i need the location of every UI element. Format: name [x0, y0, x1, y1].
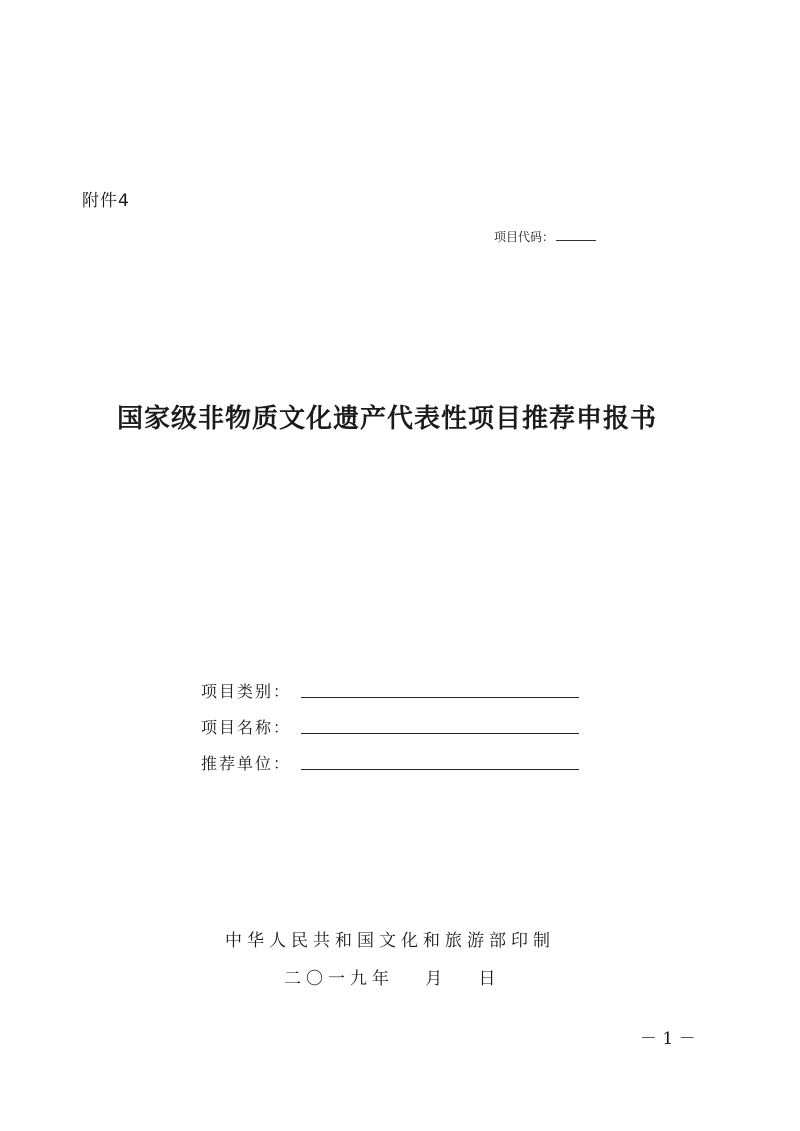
field-blank-line: [301, 713, 579, 734]
form-fields: [201, 666, 579, 774]
document-title: 国家级非物质文化遗产代表性项目推荐申报书: [116, 404, 657, 434]
date-year: 二〇一九年: [284, 969, 394, 989]
date-day: 日: [478, 969, 501, 989]
project-code-line: [494, 228, 596, 245]
date-month: 月: [425, 969, 448, 989]
field-blank-line: [301, 749, 579, 770]
attachment-label: 附件4: [82, 191, 130, 211]
field-recommending-unit: [201, 738, 579, 774]
field-blank-line: [301, 677, 579, 698]
date-line: [284, 964, 500, 989]
page-number: － 1 －: [640, 1029, 696, 1049]
field-project-category: [201, 666, 579, 702]
printer-line: 中华人民共和国文化和旅游部印制: [225, 931, 555, 951]
field-label: 项目类别：: [201, 682, 292, 701]
field-project-name: [201, 702, 579, 738]
field-label: 项目名称：: [201, 718, 292, 737]
project-code-blank: [556, 228, 596, 241]
field-label: 推荐单位：: [201, 754, 292, 773]
project-code-label: 项目代码：: [494, 230, 555, 244]
